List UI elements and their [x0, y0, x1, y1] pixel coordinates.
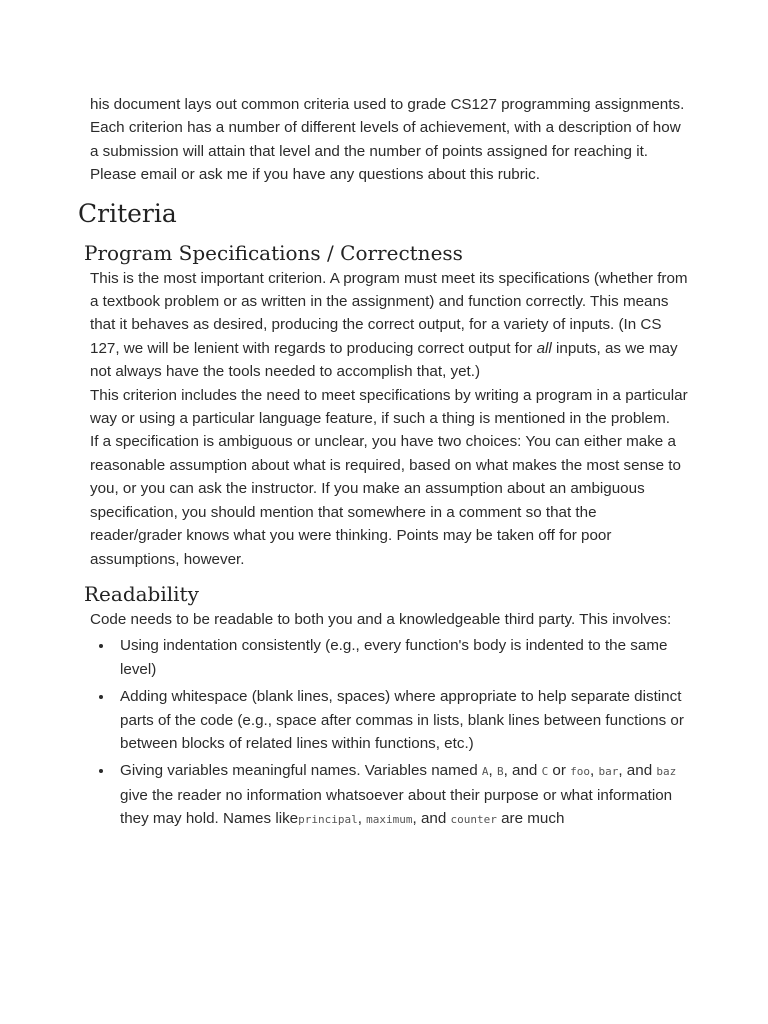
program-spec-paragraph-2: This criterion includes the need to meet specifications by writing a program in a particular way or using a particular language feature, if such a thing is mentioned in the problem.: [90, 386, 688, 428]
intro-paragraph: his document lays out common criteria used to grade CS127 programming assignments. Each criterion has a number of different levels of achievement, with a description of how a submission will attain that level and the number of points assigned for reaching it. Please email or ask me if you have any questions about this rubric.: [90, 96, 685, 184]
program-specifications-heading: Program Specifications / Correctness: [84, 240, 463, 265]
program-spec-p1-emphasis: all: [536, 339, 552, 357]
variable-names-text-10: are much: [496, 810, 565, 828]
code-foo: foo: [570, 765, 591, 779]
code-counter: counter: [450, 813, 497, 827]
list-item-variable-names: [120, 759, 688, 831]
code-baz: baz: [656, 765, 677, 779]
readability-list: [90, 634, 688, 831]
list-item-indentation: Using indentation consistently (e.g., every function's body is indented to the same level): [120, 634, 688, 681]
code-b: B: [496, 765, 504, 779]
program-spec-paragraph-1: [90, 267, 688, 384]
program-spec-p1-end: inputs, as we may not always have the tools needed to accomplish that, yet.): [90, 339, 678, 381]
variable-names-text-1: Giving variables meaningful names. Variables named: [120, 762, 482, 780]
readability-heading: Readability: [84, 581, 199, 606]
variable-names-text-9: , and: [412, 810, 451, 828]
code-maximum: maximum: [366, 813, 413, 827]
program-spec-p1-start: This is the most important criterion. A program must meet its specifications (whether from a textbook problem or as written in the assignment) and function correctly. This means that it behaves as desired, producing the correct output, for a variety of inputs. (In CS 127, we will be lenient with regards to producing correct output for: [90, 269, 688, 357]
readability-intro: Code needs to be readable to both you and a knowledgeable third party. This involves:: [90, 610, 672, 628]
variable-names-text-8: ,: [357, 810, 367, 828]
code-bar: bar: [598, 765, 619, 779]
variable-names-text-6: , and: [618, 762, 657, 780]
program-spec-paragraph-3: If a specification is ambiguous or unclear, you have two choices: You can either make a reasonable assumption about what is required, based on what makes the most sense to you, or you can ask the instructor. If you make an assumption about an ambiguous specification, you should mention that somewhere in a comment so that the reader/grader knows what you were thinking. Points may be taken off for poor assumptions, however.: [90, 433, 681, 568]
list-item-whitespace: Adding whitespace (blank lines, spaces) where appropriate to help separate distinct parts of the code (e.g., space after commas in lists, blank lines between functions or between blocks of related lines within functions, etc.): [120, 685, 688, 755]
variable-names-text-3: , and: [503, 762, 542, 780]
code-a: A: [481, 765, 489, 779]
criteria-heading: Criteria: [78, 198, 177, 228]
variable-names-text-4: or: [548, 762, 571, 780]
variable-names-text-2: ,: [488, 762, 497, 780]
code-principal: principal: [298, 813, 358, 827]
variable-names-text-5: ,: [590, 762, 599, 780]
variable-names-text-7: give the reader no information whatsoever about their purpose or what information they may hold. Names like: [120, 786, 673, 828]
code-c: C: [541, 765, 549, 779]
